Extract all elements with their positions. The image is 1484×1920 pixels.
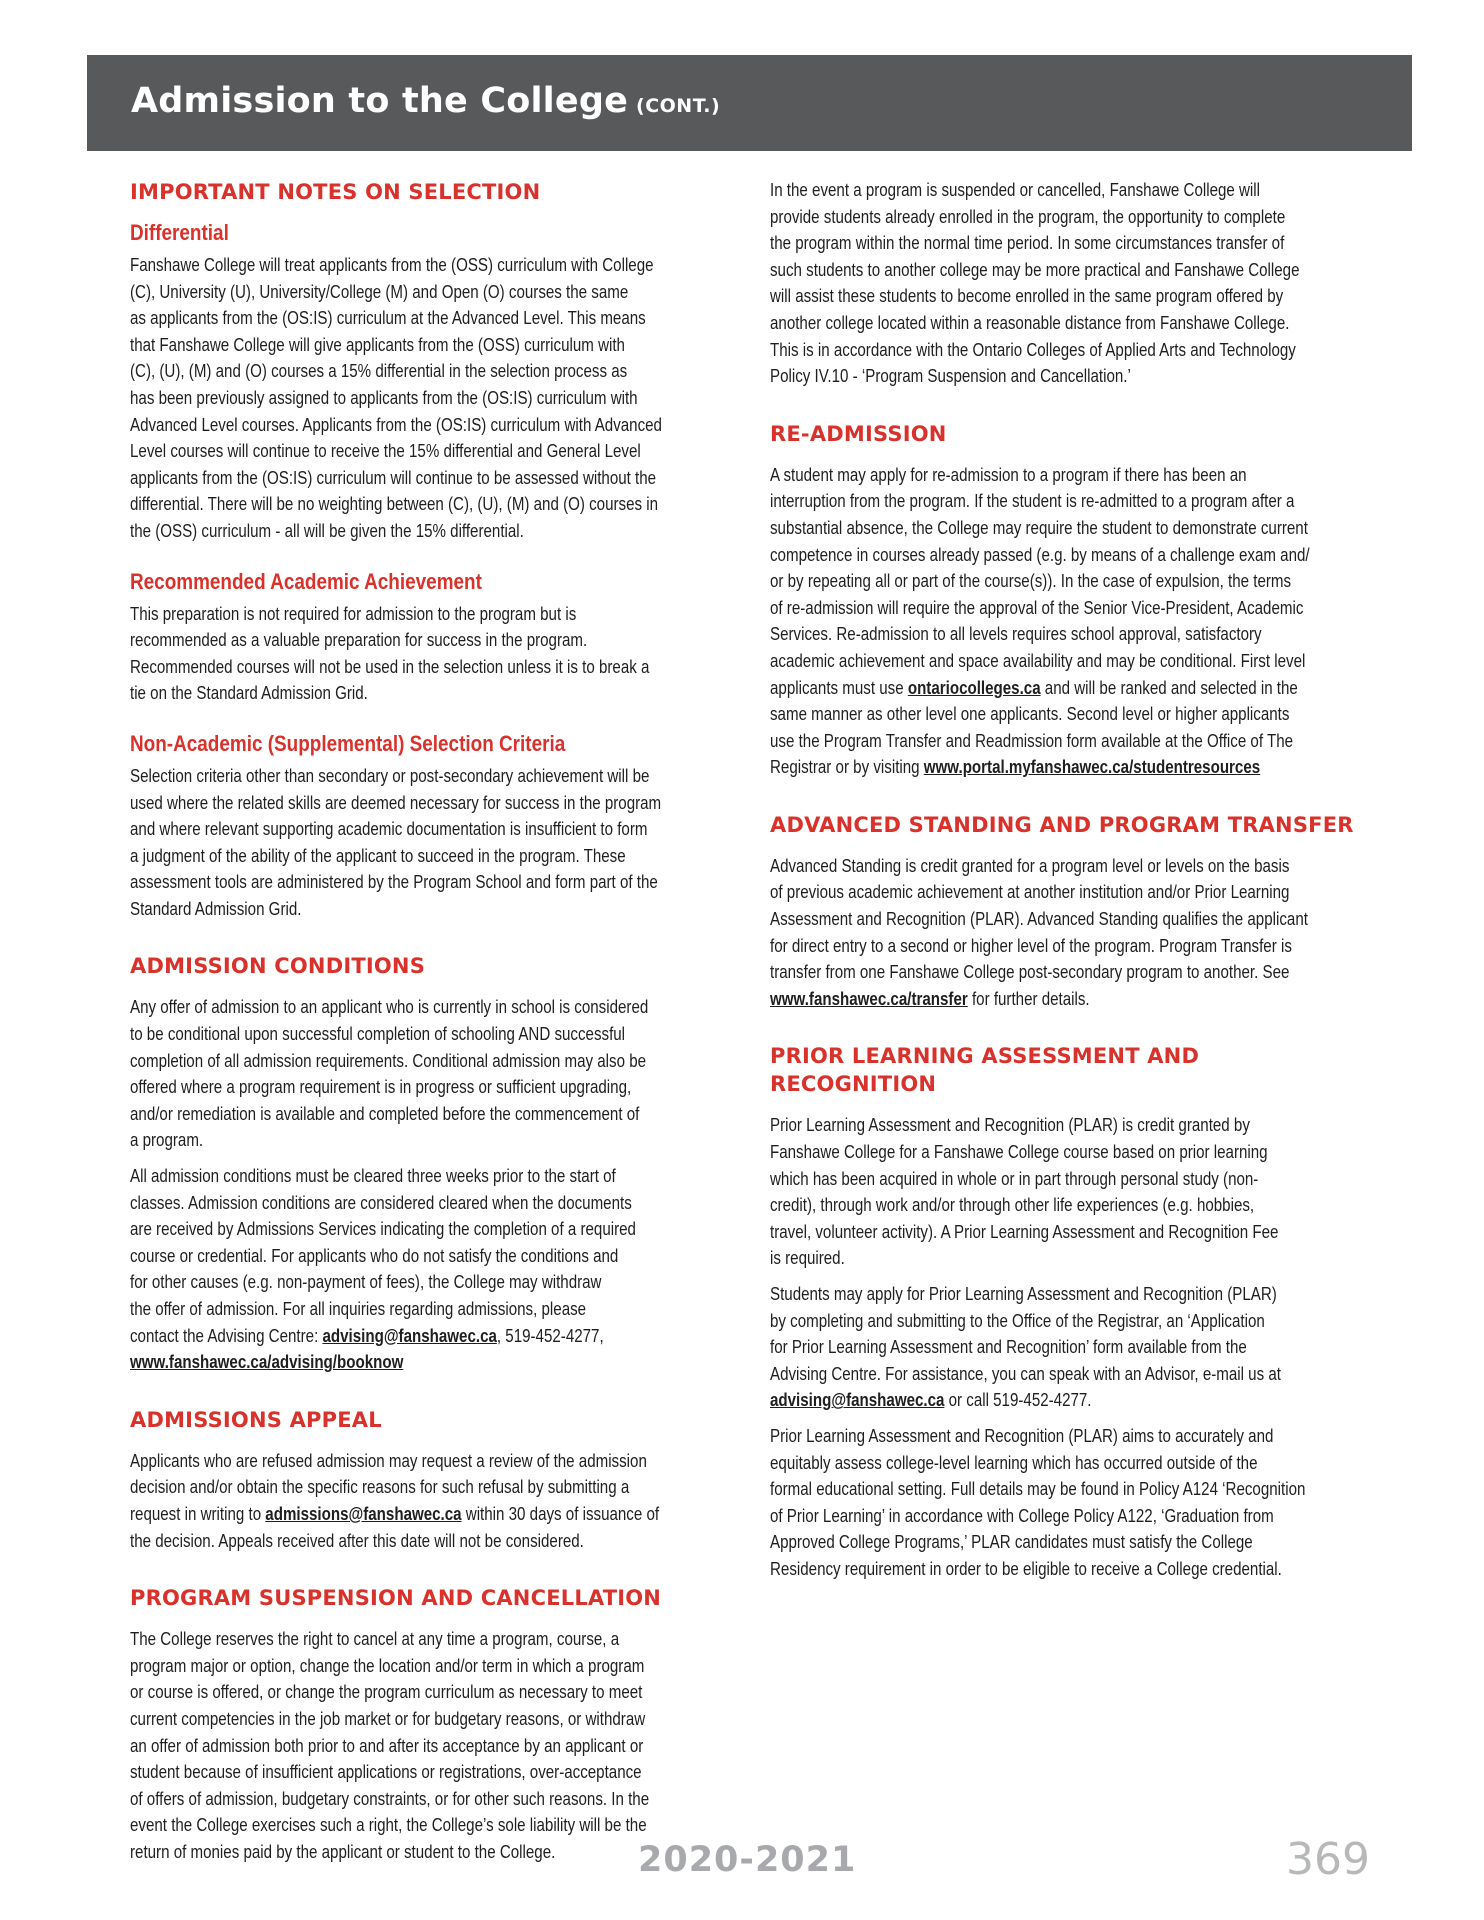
advising-email-link[interactable]: advising@fanshawec.ca	[322, 1325, 497, 1346]
page-header-banner	[87, 55, 1412, 151]
student-resources-link[interactable]: www.portal.myfanshawec.ca/studentresources	[923, 757, 1261, 778]
heading-readmission: RE-ADMISSION	[770, 421, 947, 446]
paragraph-plar-1: Prior Learning Assessment and Recognition (PLAR) is credit granted by Fanshawe College for a Fanshawe College course based on prior learning which has been acquired in whole or in part through personal study (non- credit), through work and/or through other life experiences (e.g. hobbies, travel, volunteer activity). A Prior Learning Assessment and Recognition Fee is required.	[770, 1115, 1279, 1269]
heading-advanced-standing: ADVANCED STANDING AND PROGRAM TRANSFER	[770, 812, 1354, 837]
paragraph-program-suspension: The College reserves the right to cancel at any time a program, course, a program major or option, change the location and/or term in which a program or course is offered, or change the program curriculum as necessary to meet current competencies in the job market or for budgetary reasons, or withdraw an offer of admission both prior to and after its acceptance by an applicant or student because of insufficient applications or registrations, over-acceptance of offers of admission, budgetary constraints, or for other such reasons. In the event the College exercises such a right, the College’s sole liability will be the return of monies paid by the applicant or student to the College.	[130, 1629, 650, 1862]
heading-plar: PRIOR LEARNING ASSESSMENT AND RECOGNITION	[770, 1044, 1200, 1097]
plar-advising-email-link[interactable]: advising@fanshawec.ca	[770, 1390, 945, 1411]
footer-year: 2020-2021	[638, 1840, 857, 1880]
paragraph-plar-3: Prior Learning Assessment and Recognition (PLAR) aims to accurately and equitably assess college-level learning which has occurred outside of the formal educational setting. Full details may be found in Policy A124 ‘Recognition of Prior Learning’ in accordance with College Policy A122, ‘Graduation from Approved College Programs,’ PLAR candidates must satisfy the College Residency requirement in order to be eligible to receive a College credential.	[770, 1425, 1306, 1579]
advising-booknow-link[interactable]: www.fanshawec.ca/advising/booknow	[130, 1352, 404, 1373]
page-subtitle: (CONT.)	[636, 95, 721, 117]
paragraph-admissions-appeal: Applicants who are refused admission may request a review of the admission decision and/or obtain the specific reasons for such refusal by submitting a request in writing to admissions@fanshawec.ca within 30 days of issuance of the decision. Appeals received after this date will not be considered.	[130, 1450, 660, 1551]
paragraph-suspension-continued: In the event a program is suspended or cancelled, Fanshawe College will provide students already enrolled in the program, the opportunity to complete the program within the normal time period. In some circumstances transfer of such students to another college may be more practical and Fanshawe College will assist these students to become enrolled in the same program offered by another college located within a reasonable distance from Fanshawe College. This is in accordance with the Ontario Colleges of Applied Arts and Technology Policy IV.10 - ‘Program Suspension and Cancellation.’	[770, 180, 1300, 387]
paragraph-recommended: This preparation is not required for admission to the program but is recommended as a valuable preparation for success in the program. Recommended courses will not be used in the selection unless it is to break a tie on the Standard Admission Grid.	[130, 603, 650, 704]
paragraph-readmission: A student may apply for re-admission to a program if there has been an interruption from the program. If the student is re-admitted to a program after a substantial absence, the College may require the student to demonstrate current competence in courses already passed (e.g. by means of a challenge exam and/ or by repeating all or part of the course(s)). In the case of expulsion, the terms of re-admission will require the approval of the Senior Vice-President, Academic Services. Re-admission to all levels requires school approval, satisfactory academic achievement and space availability and may be conditional. First level applicants must use ontariocolleges.ca and will be ranked and selected in the same manner as other level one applicants. Second level or higher applicants use the Program Transfer and Readmission form available at the Office of The Registrar or by visiting www.portal.myfanshawec.ca/studentresources	[770, 464, 1310, 778]
paragraph-plar-2: Students may apply for Prior Learning Assessment and Recognition (PLAR) by completing and submitting to the Office of the Registrar, an ‘Application for Prior Learning Assessment and Recognition’ form available from the Advising Centre. For assistance, you can speak with an Advisor, e-mail us at advising@fanshawec.ca or call 519-452-4277.	[770, 1284, 1281, 1411]
heading-important-notes: IMPORTANT NOTES ON SELECTION	[130, 180, 541, 204]
right-column	[770, 177, 1380, 1583]
page-number: 369	[1286, 1834, 1370, 1885]
heading-admission-conditions: ADMISSION CONDITIONS	[130, 954, 426, 979]
heading-program-suspension: PROGRAM SUSPENSION AND CANCELLATION	[130, 1586, 662, 1611]
ontariocolleges-link[interactable]: ontariocolleges.ca	[907, 677, 1041, 698]
paragraph-advanced-standing: Advanced Standing is credit granted for a program level or levels on the basis of previous academic achievement at another institution and/or Prior Learning Assessment and Recognition (PLAR). Advanced Standing qualifies the applicant for direct entry to a second or higher level of the program. Program Transfer is transfer from one Fanshawe College post-secondary program to another. See www.fanshawec.ca/transfer for further details.	[770, 855, 1308, 1009]
paragraph-non-academic: Selection criteria other than secondary or post-secondary achievement will be used where the related skills are deemed necessary for success in the program and where relevant supporting academic documentation is insufficient to form a judgment of the ability of the applicant to succeed in the program. These assessment tools are administered by the Program School and form part of the Standard Admission Grid.	[130, 765, 662, 919]
admissions-email-link[interactable]: admissions@fanshawec.ca	[265, 1503, 462, 1524]
page-title: Admission to the College (CONT.)	[131, 81, 721, 121]
subheading-recommended: Recommended Academic Achievement	[130, 568, 482, 594]
paragraph-admission-conditions-2: All admission conditions must be cleared three weeks prior to the start of classes. Admission conditions are considered cleared when the documents are received by Admissions Services indicating the completion of a required course or credential. For applicants who do not satisfy the conditions and for other causes (e.g. non-payment of fees), the College may withdraw the offer of admission. For all inquiries regarding admissions, please contact the Advising Centre: advising@fanshawec.ca, 519-452-4277, www.fanshawec.ca/advising/booknow	[130, 1166, 636, 1373]
heading-admissions-appeal: ADMISSIONS APPEAL	[130, 1407, 382, 1432]
transfer-link[interactable]: www.fanshawec.ca/transfer	[770, 988, 968, 1009]
left-column	[130, 178, 730, 1866]
paragraph-admission-conditions-1: Any offer of admission to an applicant who is currently in school is considered to be conditional upon successful completion of schooling AND successful completion of all admission requirements. Conditional admission may also be offered where a program requirement is in progress or sufficient upgrading, and/or remediation is available and completed before the commencement of a program.	[130, 997, 649, 1151]
paragraph-differential: Fanshawe College will treat applicants from the (OSS) curriculum with College (C), University (U), University/College (M) and Open (O) courses the same as applicants from the (OS:IS) curriculum at the Advanced Level. This means that Fanshawe College will give applicants from the (OSS) curriculum with (C), (U), (M) and (O) courses a 15% differential in the selection process as has been previously assigned to applicants from the (OS:IS) curriculum with Advanced Level courses. Applicants from the (OS:IS) curriculum with Advanced Level courses will continue to receive the 15% differential and General Level applicants from the (OS:IS) curriculum will continue to be assessed without the differential. There will be no weighting between (C), (U), (M) and (O) courses in the (OSS) curriculum - all will be given the 15% differential.	[130, 255, 662, 541]
subheading-non-academic: Non-Academic (Supplemental) Selection Criteria	[130, 730, 566, 756]
subheading-differential: Differential	[130, 220, 229, 245]
